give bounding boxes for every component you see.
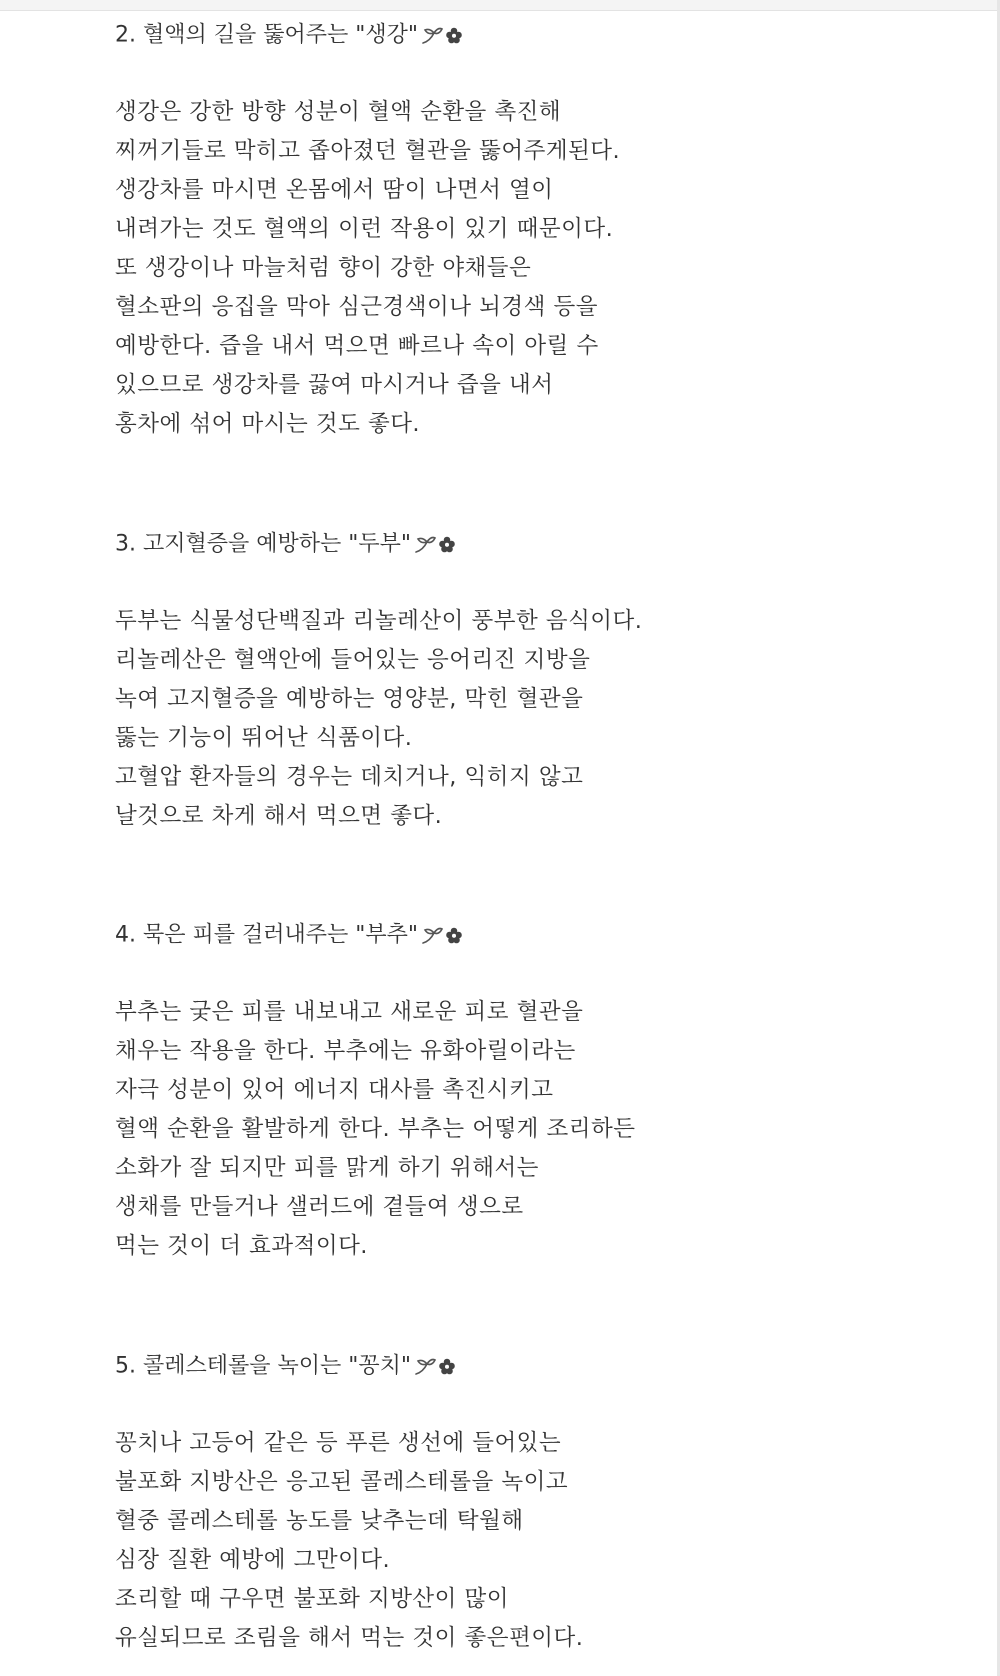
body-line: 두부는 식물성단백질과 리놀레산이 풍부한 음식이다. [115,608,643,634]
section-heading-text: 5. 콜레스테롤을 녹이는 "꽁치" [115,1353,411,1379]
body-line: 생강차를 마시면 온몸에서 땀이 나면서 열이 [115,177,554,203]
sprout-flower-icon [420,924,464,946]
section-body [115,602,915,836]
section-heading [115,15,915,54]
section-body [115,1424,915,1658]
body-line: 혈액 순환을 활발하게 한다. 부추는 어떻게 조리하든 [115,1116,636,1142]
section-body [115,993,915,1266]
body-line: 자극 성분이 있어 에너지 대사를 촉진시키고 [115,1077,554,1103]
section-heading [115,915,915,954]
body-line: 내려가는 것도 혈액의 이런 작용이 있기 때문이다. [115,216,614,242]
section-heading [115,524,915,563]
body-line: 뚫는 기능이 뛰어난 식품이다. [115,725,413,751]
section-ginger [115,15,915,444]
body-line: 먹는 것이 더 효과적이다. [115,1233,368,1259]
body-line: 꽁치나 고등어 같은 등 푸른 생선에 들어있는 [115,1430,562,1456]
body-line: 부추는 궂은 피를 내보내고 새로운 피로 혈관을 [115,999,584,1025]
body-line: 조리할 때 구우면 불포화 지방산이 많이 [115,1586,510,1612]
body-line: 심장 질환 예방에 그만이다. [115,1547,391,1573]
body-line: 리놀레산은 혈액안에 들어있는 응어리진 지방을 [115,647,591,673]
body-line: 예방한다. 즙을 내서 먹으면 빠르나 속이 아릴 수 [115,333,599,359]
section-saury [115,1346,915,1658]
body-line: 또 생강이나 마늘처럼 향이 강한 야채들은 [115,255,532,281]
body-line: 생채를 만들거나 샐러드에 곁들여 생으로 [115,1194,524,1220]
body-line: 녹여 고지혈증을 예방하는 영양분, 막힌 혈관을 [115,686,584,712]
body-line: 채우는 작용을 한다. 부추에는 유화아릴이라는 [115,1038,576,1064]
body-line: 소화가 잘 되지만 피를 맑게 하기 위해서는 [115,1155,539,1181]
body-line: 고혈압 환자들의 경우는 데치거나, 익히지 않고 [115,764,584,790]
top-border [0,0,1000,11]
sprout-flower-icon [413,533,457,555]
section-body [115,93,915,444]
section-heading-text: 3. 고지혈증을 예방하는 "두부" [115,531,411,557]
body-line: 찌꺼기들로 막히고 좁아졌던 혈관을 뚫어주게된다. [115,138,621,164]
section-heading [115,1346,915,1385]
section-heading-text: 4. 묵은 피를 걸러내주는 "부추" [115,922,418,948]
body-line: 있으므로 생강차를 끓여 마시거나 즙을 내서 [115,372,554,398]
body-line: 홍차에 섞어 마시는 것도 좋다. [115,411,421,437]
body-line: 혈중 콜레스테롤 농도를 낮추는데 탁월해 [115,1508,524,1534]
body-line: 불포화 지방산은 응고된 콜레스테롤을 녹이고 [115,1469,569,1495]
body-line: 유실되므로 조림을 해서 먹는 것이 좋은편이다. [115,1625,584,1651]
section-heading-text: 2. 혈액의 길을 뚫어주는 "생강" [115,22,418,48]
body-line: 날것으로 차게 해서 먹으면 좋다. [115,803,443,829]
section-tofu [115,524,915,836]
body-line: 생강은 강한 방향 성분이 혈액 순환을 촉진해 [115,99,562,125]
sprout-flower-icon [413,1355,457,1377]
section-chives [115,915,915,1266]
sprout-flower-icon [420,24,464,46]
body-line: 혈소판의 응집을 막아 심근경색이나 뇌경색 등을 [115,294,598,320]
